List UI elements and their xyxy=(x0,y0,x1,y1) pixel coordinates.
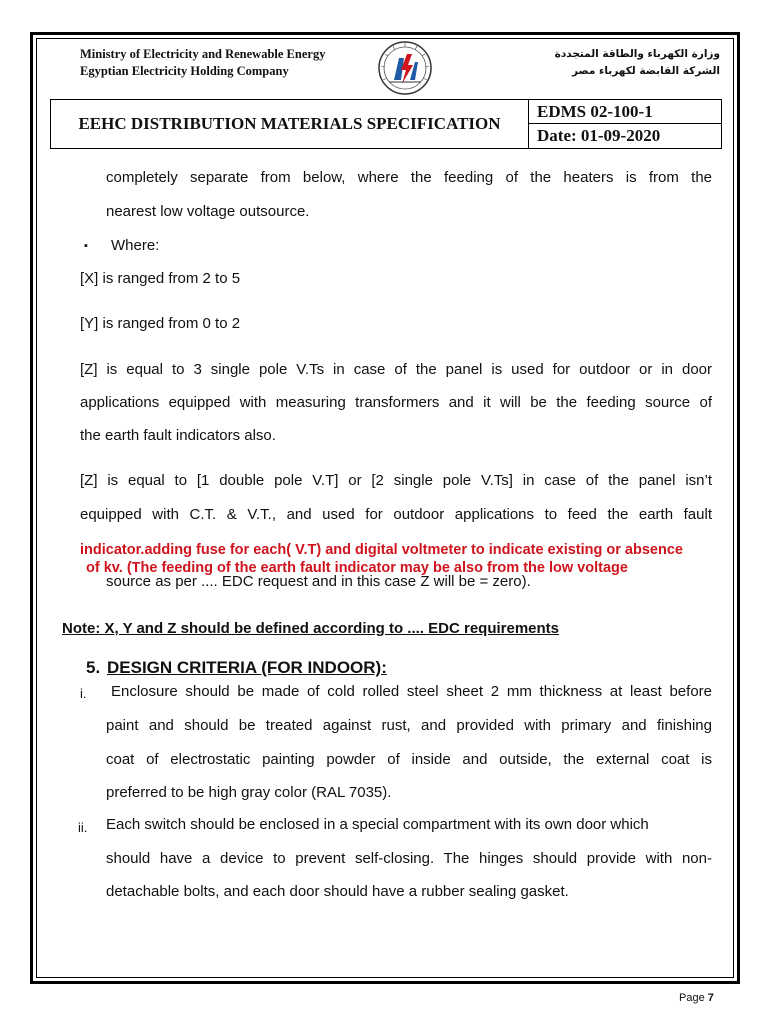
item-1-marker: i. xyxy=(80,686,87,701)
spec-title: EEHC DISTRIBUTION MATERIALS SPECIFICATION xyxy=(51,100,529,148)
page-number-value: 7 xyxy=(707,992,714,1004)
body-line-1: completely separate from below, where the feeding of the heaters is from the xyxy=(106,169,712,186)
x-range: [X] is ranged from 2 to 5 xyxy=(80,270,241,287)
page-number xyxy=(679,992,714,1004)
z-def-2-line-2: equipped with C.T. & V.T., and used for outdoor applications to feed the earth fault xyxy=(80,506,712,523)
red-insert-line-1: indicator.adding fuse for each( V.T) and digital voltmeter to indicate existing or absence xyxy=(80,542,683,558)
requirements-note: Note: X, Y and Z should be defined according to .... EDC requirements xyxy=(62,620,560,637)
eehc-logo-icon xyxy=(377,40,433,96)
z-def-2-line-1: [Z] is equal to [1 double pole V.T] or [2 single pole V.Ts] in case of the panel isn’t xyxy=(80,472,712,489)
header-arabic xyxy=(555,46,720,80)
spec-header-table xyxy=(50,99,722,149)
z-def-2-line-3: source as per .... EDC request and in this case Z will be = zero). xyxy=(106,573,531,590)
item-1-line-3: coat of electrostatic painting powder of inside and outside, the external coat is xyxy=(106,751,712,768)
spec-date: Date: 01-09-2020 xyxy=(537,126,661,145)
z-def-1-line-1: [Z] is equal to 3 single pole V.Ts in case of the panel is used for outdoor or in door xyxy=(80,361,712,378)
item-1-line-2: paint and should be treated against rust, and provided with primary and finishing xyxy=(106,717,712,734)
item-2-line-1: Each switch should be enclosed in a special compartment with its own door which xyxy=(106,816,649,833)
where-label: Where: xyxy=(111,237,160,254)
item-1-line-4: preferred to be high gray color (RAL 7035). xyxy=(106,784,392,801)
company-name-ar: الشركة القابضة لكهرباء مصر xyxy=(571,65,720,77)
body-line-2: nearest low voltage outsource. xyxy=(106,203,310,220)
item-2-line-3: detachable bolts, and each door should have a rubber sealing gasket. xyxy=(106,883,569,900)
z-def-1-line-2: applications equipped with measuring transformers and it will be the feeding source of xyxy=(80,394,712,411)
page-label: Page xyxy=(679,992,705,1004)
z-def-1-line-3: the earth fault indicators also. xyxy=(80,427,276,444)
item-2-line-2: should have a device to prevent self-closing. The hinges should provide with non- xyxy=(106,850,712,867)
section-heading: DESIGN CRITERIA (FOR INDOOR): xyxy=(107,658,387,677)
spec-code: EDMS 02-100-1 xyxy=(529,100,721,124)
ministry-name-ar: وزارة الكهرباء والطاقة المتجددة xyxy=(554,48,720,60)
item-2-marker: ii. xyxy=(78,820,88,835)
item-1-line-1: Enclosure should be made of cold rolled steel sheet 2 mm thickness at least before xyxy=(111,683,712,700)
section-number: 5. xyxy=(86,658,101,677)
bullet-icon: ▪ xyxy=(84,240,88,252)
ministry-name-en: Ministry of Electricity and Renewable Energy xyxy=(80,47,326,61)
header-english xyxy=(80,46,325,80)
company-name-en: Egyptian Electricity Holding Company xyxy=(80,64,289,78)
red-insert-line-2: of kv. (The feeding of the earth fault indicator may be also from the low voltage xyxy=(86,560,628,576)
y-range: [Y] is ranged from 0 to 2 xyxy=(80,315,241,332)
